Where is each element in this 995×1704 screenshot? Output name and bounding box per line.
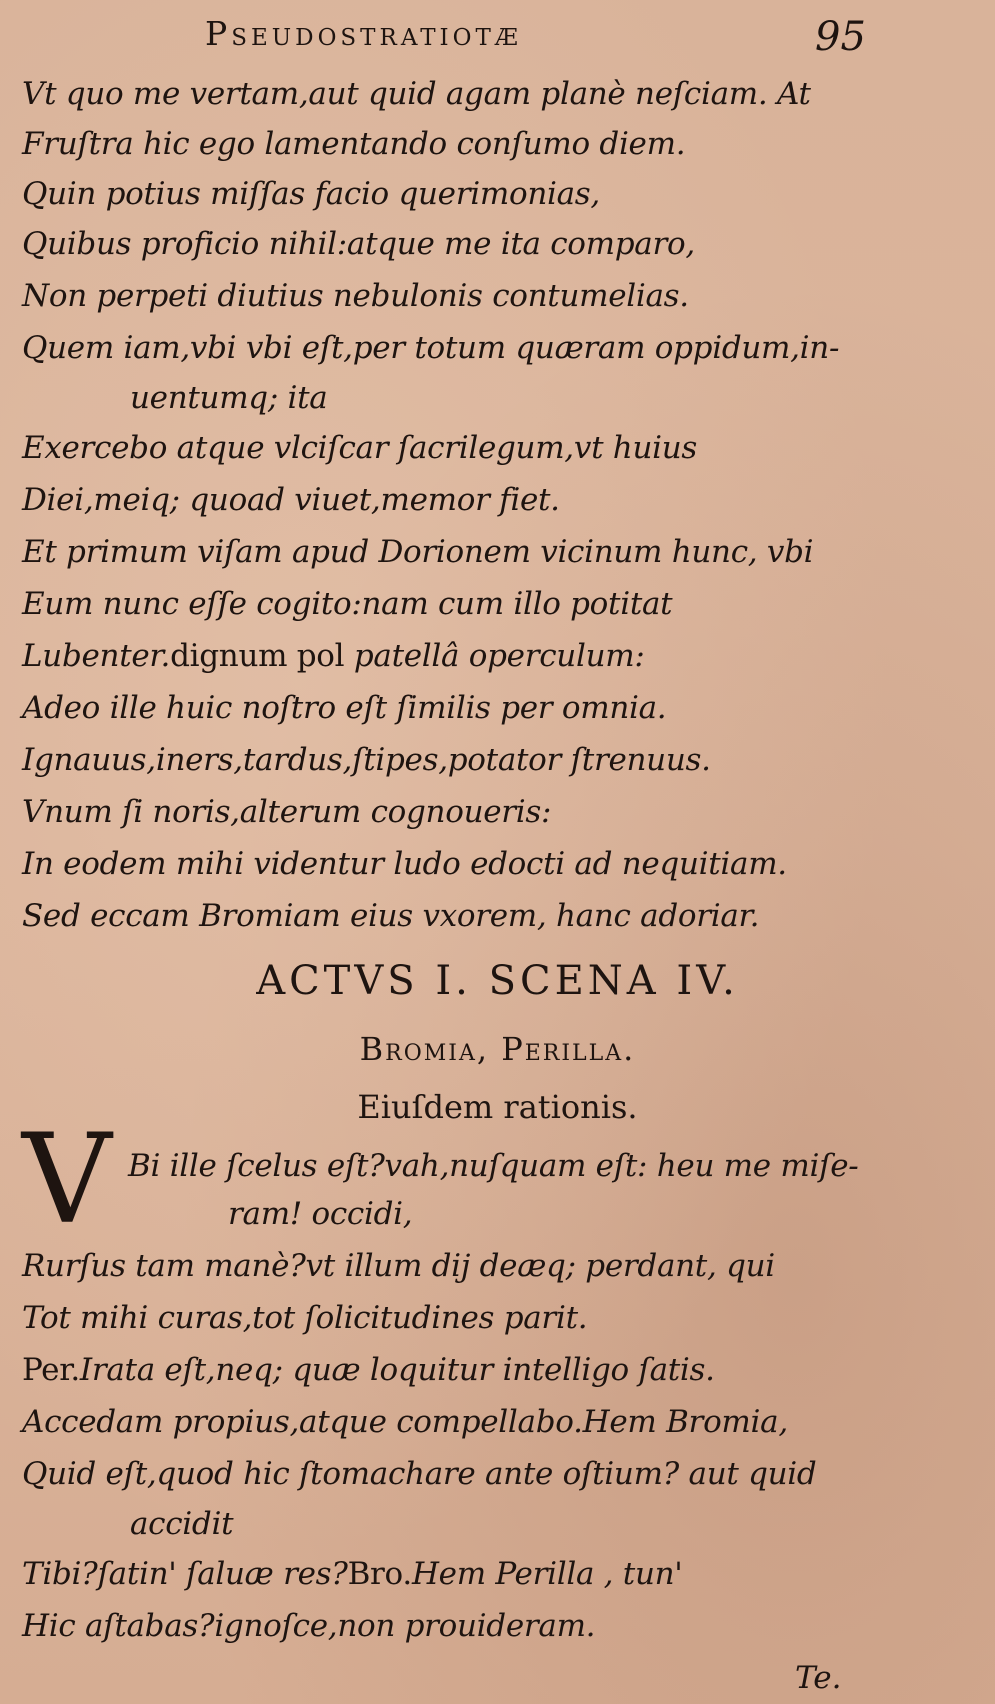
opening-line: ram! occidi, [228,1196,413,1232]
text-line: Hic aſtabas?ignoſce,non prouideram. [22,1608,596,1644]
text-line: Quin potius miſſas facio querimonias, [22,176,600,212]
text-line: Eum nunc eſſe cogito:nam cum illo potitat [22,586,673,622]
drop-cap: V [22,1108,112,1252]
text-line: In eodem mihi videntur ludo edocti ad nequitiam. [22,846,787,882]
italic-segment: Irata eſt,neq; quæ loquitur intelligo ſatis. [79,1352,715,1388]
text-line-tibi [22,1556,683,1592]
text-line-per [22,1352,715,1388]
text-line: Fruſtra hic ego lamentando conſumo diem. [22,126,686,162]
text-line: Quibus proficio nihil:atque me ita comparo, [22,226,695,262]
italic-segment: Tibi?ſatin' ſaluæ res? [22,1556,348,1592]
text-line: Et primum viſam apud Dorionem vicinum hunc, vbi [22,534,814,570]
text-line: Vt quo me vertam,aut quid agam planè neſciam. At [22,76,811,112]
text-line: Sed eccam Bromiam eius vxorem, hanc adoriar. [22,898,760,934]
running-title: Pseudostratiotæ [205,14,522,53]
text-line: Diei,meiq; quoad viuet,memor fiet. [22,482,560,518]
page-number: 95 [815,14,866,60]
text-line: Exercebo atque vlciſcar ſacrilegum,vt huius [22,430,698,466]
roman-segment: dignum pol [170,638,345,674]
italic-segment: patellâ operculum: [353,638,645,674]
text-line: Vnum ſi noris,alterum cognoueris: [22,794,552,830]
text-line: Quem iam,vbi vbi eſt,per totum quæram oppidum,in- [22,330,840,366]
text-line: Quid eſt,quod hic ſtomachare ante oſtium? aut quid [22,1456,817,1492]
text-line: Ignauus,iners,tardus,ſtipes,potator ſtrenuus. [22,742,711,778]
speaker-label: Bro. [347,1556,412,1592]
text-line: accidit [130,1506,234,1542]
text-line: Tot mihi curas,tot ſolicitudines parit. [22,1300,588,1336]
opening-line: Bi ille ſcelus eſt?vah,nuſquam eſt: heu me miſe- [128,1148,859,1184]
italic-segment: Hem Perilla , tun' [411,1556,683,1592]
speaker-label: Per. [22,1352,80,1388]
text-line: Non perpeti diutius nebulonis contumelias. [22,278,689,314]
text-line: Accedam propius,atque compellabo.Hem Bromia, [22,1404,788,1440]
text-line: uentumq; ita [130,380,328,416]
text-line: Adeo ille huic noſtro eſt ſimilis per omnia. [22,690,667,726]
scene-ratio: Eiuſdem rationis. [357,1088,638,1126]
dramatis-personae: Bromia, Perilla. [359,1030,636,1068]
catchword: Te. [795,1660,842,1696]
text-line-lubenter [22,638,644,674]
italic-segment: Lubenter. [22,638,171,674]
act-scene-heading: ACTVS I. SCENA IV. [256,958,739,1004]
text-line: Rurſus tam manè?vt illum dij deæq; perdant, qui [22,1248,775,1284]
